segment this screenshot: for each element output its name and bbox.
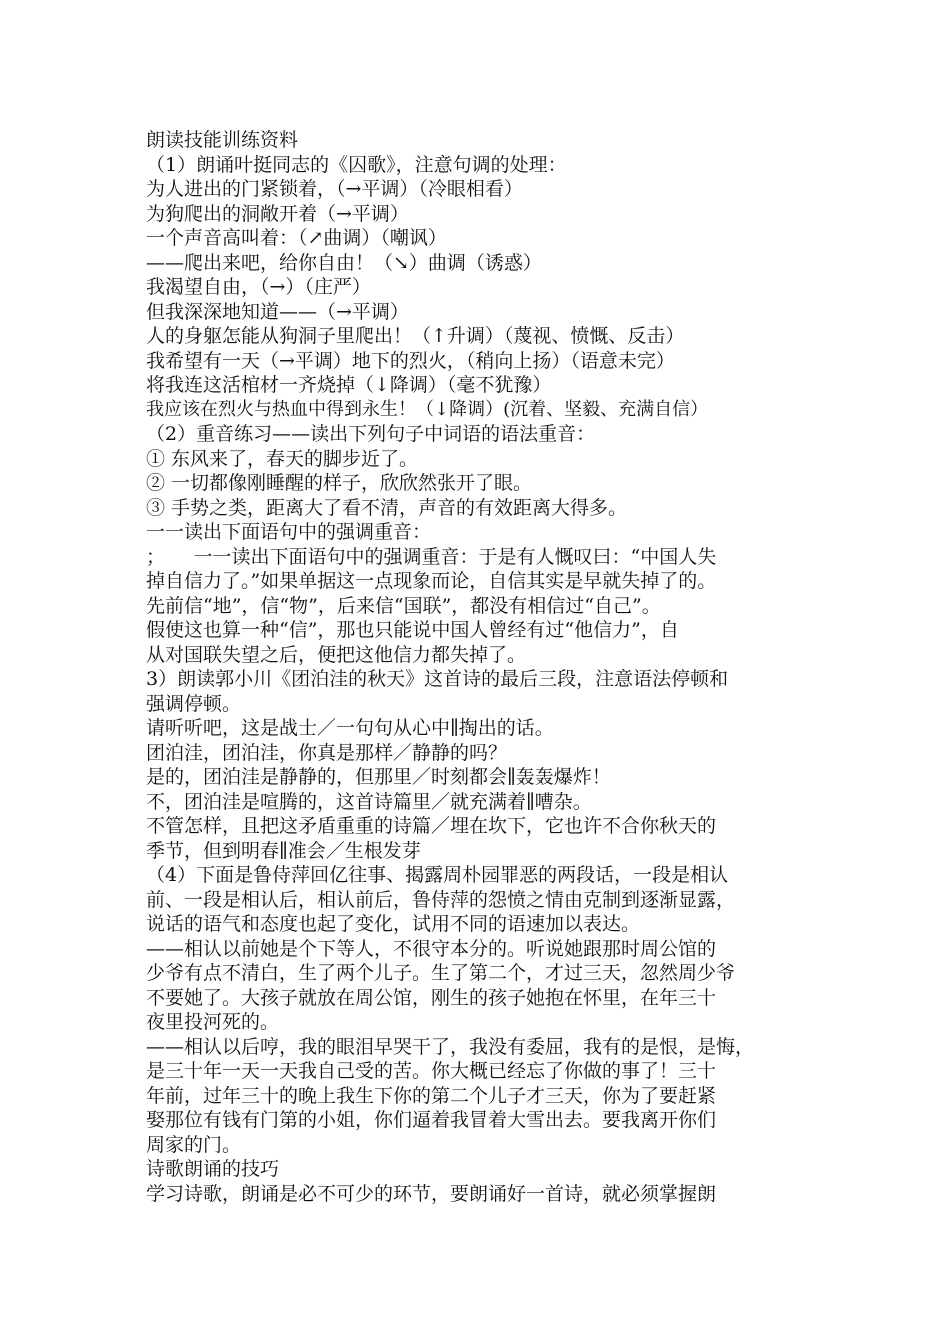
section-heading-4: （4）下面是鲁侍萍回亿往事、揭露周朴园罪恶的两段话，一段是相认 — [146, 864, 729, 886]
text-line: 人的身躯怎能从狗洞子里爬出！（↑升调）（蔑视、愤慨、反击） — [146, 325, 685, 347]
text-line: 是的，团泊洼是静静的，但那里／时刻都会∥轰轰爆炸！ — [146, 766, 611, 788]
text-line: ③ 手势之类，距离大了看不清，声音的有效距离大得多。 — [146, 496, 628, 519]
document-title: 朗读技能训练资料 — [146, 129, 299, 151]
text-line: 不，团泊洼是喧腾的，这首诗篇里／就充满着∥嘈杂。 — [146, 790, 592, 813]
text-line: 请听听吧，这是战士／一句句从心中∥掏出的话。 — [146, 717, 554, 739]
text-line: 为人进出的门紧锁着，（→平调）（冷眼相看） — [146, 178, 523, 200]
text-line: 夜里投河死的。 — [146, 1011, 280, 1033]
section-heading-2: （2）重音练习——读出下列句子中词语的语法重音： — [146, 423, 596, 445]
text-line: ——爬出来吧，给你自由！（↘）曲调（诱惑） — [146, 251, 542, 274]
text-line: 但我深深地知道——（→平调） — [146, 300, 409, 323]
section-heading-3: 3）朗读郭小川《团泊洼的秋天》这首诗的最后三段，注意语法停顿和 — [146, 668, 729, 690]
text-line: ——相认以前她是个下等人，不很守本分的。听说她跟那时周公馆的 — [146, 937, 717, 960]
text-line: 我应该在烈火与热血中得到永生！（↓降调）(沉着、坚毅、充满自信） — [146, 398, 709, 420]
text-line: 团泊洼，团泊洼，你真是那样／静静的吗？ — [146, 741, 508, 764]
text-line: 周家的门。 — [146, 1133, 242, 1156]
text-line: 年前，过年三十的晚上我生下你的第二个儿子才三天，你为了要赶紧 — [146, 1084, 717, 1107]
section-heading-1: （1）朗诵叶挺同志的《囚歌》，注意句调的处理： — [146, 153, 567, 176]
text-line: 掉自信力了。”如果单据这一点现象而论，自信其实是早就失掉了的。 — [146, 570, 717, 592]
text-line: ——相认以后哼，我的眼泪早哭干了，我没有委屈，我有的是恨，是悔， — [146, 1035, 755, 1058]
text-line: 先前信“地”，信“物”，后来信“国联”，都没有相信过“自己”。 — [146, 594, 661, 617]
text-line: 假使这也算一种“信”，那也只能说中国人曾经有过“他信力”，自 — [146, 619, 679, 641]
text-line: 一个声音高叫着：（↗曲调）（嘲讽） — [146, 227, 447, 249]
text-line: 强调停顿。 — [146, 692, 242, 715]
text-line: 娶那位有钱有门第的小姐，你们逼着我冒着大雪出去。要我离开你们 — [146, 1109, 717, 1131]
text-line: 学习诗歌，朗诵是必不可少的环节，要朗诵好一首诗，就必须掌握朗 — [146, 1182, 717, 1205]
text-line: 我希望有一天（→平调）地下的烈火，（稍向上扬）（语意未完） — [146, 349, 675, 372]
section-heading-5: 诗歌朗诵的技巧 — [146, 1158, 280, 1180]
text-line: ② 一切都像刚睡醒的样子，欣欣然张开了眼。 — [146, 472, 533, 494]
text-line: 说话的语气和态度也起了变化，试用不同的语速加以表达。 — [146, 913, 641, 935]
text-line: 为狗爬出的洞敞开着（→平调） — [146, 202, 409, 225]
text-line: 一一读出下面语句中的强调重音： — [146, 521, 432, 543]
text-line: 不管怎样，且把这矛盾重重的诗篇／埋在坎下，它也许不合你秋天的 — [146, 815, 717, 837]
text-line: 将我连这活棺材一齐烧掉（↓降调）（毫不犹豫） — [146, 374, 552, 396]
text-line: 是三十年一天一天我自己受的苦。你大概已经忘了你做的事了！三十 — [146, 1060, 717, 1082]
text-line: 从对国联失望之后，便把这他信力都失掉了。 — [146, 643, 527, 666]
text-line: 不要她了。大孩子就放在周公馆，刚生的孩子她抱在怀里，在年三十 — [146, 986, 717, 1009]
text-line: 我渴望自由，（→）（庄严） — [146, 276, 371, 298]
text-line: ① 东风来了，春天的脚步近了。 — [146, 447, 419, 470]
text-line: 季节，但到明春∥准会／生根发芽 — [146, 839, 421, 862]
text-line: 少爷有点不清白，生了两个儿子。生了第二个，才过三天，忽然周少爷 — [146, 962, 736, 984]
text-line: 前、一段是相认后，相认前后，鲁侍萍的怨愤之情由克制到逐渐显露， — [146, 888, 736, 911]
text-line: ； 一一读出下面语句中的强调重音：于是有人慨叹曰：“中国人失 — [146, 545, 717, 568]
document-page — [146, 128, 818, 1206]
